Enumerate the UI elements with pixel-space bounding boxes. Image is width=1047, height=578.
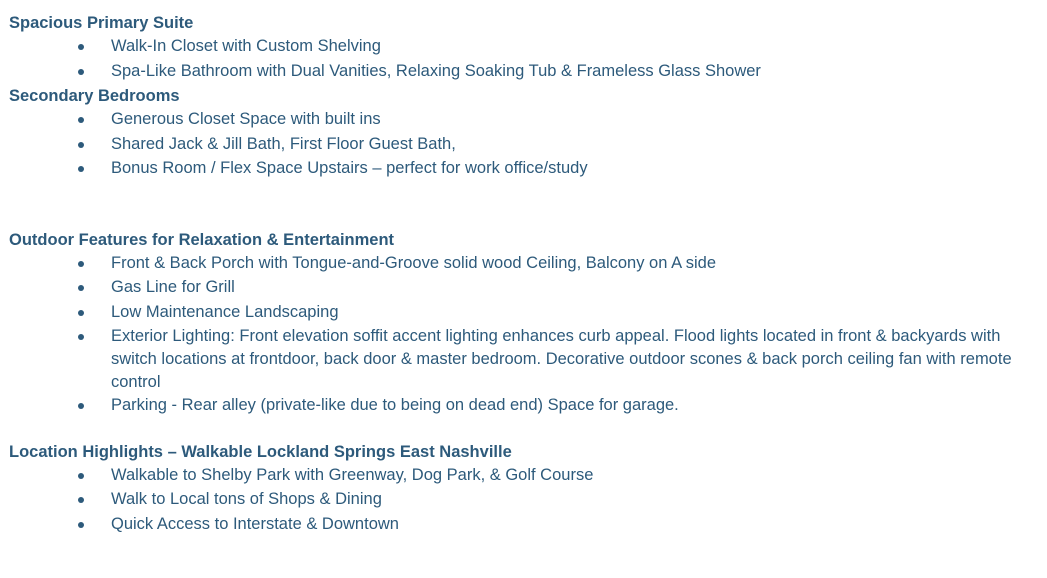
- list-item-text: Quick Access to Interstate & Downtown: [111, 514, 399, 533]
- bullet-icon: [78, 403, 84, 409]
- section-heading: Spacious Primary Suite: [9, 14, 194, 32]
- list-item: [9, 276, 1039, 301]
- section-heading: Outdoor Features for Relaxation & Entertainment: [9, 230, 395, 249]
- document-body: [9, 11, 1039, 537]
- bullet-icon: [78, 497, 84, 503]
- list-item-text: Exterior Lighting: Front elevation soffit accent lighting enhances curb appeal. Flood lights located in front & backyards with switch locations at frontdoor, back door & master bedroom. Decorative outdoor scones & back porch ceiling fan with remote control: [111, 327, 1012, 391]
- bullet-icon: [78, 473, 84, 479]
- list-item: [9, 513, 1039, 538]
- list-item: [9, 133, 1039, 158]
- bullet-icon: [78, 117, 84, 123]
- list-item: [9, 325, 1039, 394]
- list-item-text: Shared Jack & Jill Bath, First Floor Guest Bath,: [111, 134, 456, 153]
- list-item: [9, 252, 1039, 277]
- list-item: [9, 394, 1039, 419]
- list-item-text: Generous Closet Space with built ins: [111, 110, 381, 128]
- list-item-text: Low Maintenance Landscaping: [111, 302, 339, 321]
- section-heading: Secondary Bedrooms: [9, 87, 180, 105]
- list-item-text: Gas Line for Grill: [111, 278, 235, 296]
- list-item-text: Walkable to Shelby Park with Greenway, Dog Park, & Golf Course: [111, 465, 594, 484]
- list-item-text: Walk-In Closet with Custom Shelving: [111, 37, 381, 55]
- bullet-list: [9, 35, 1039, 84]
- spacer: [9, 182, 1039, 228]
- list-item: [9, 488, 1039, 513]
- list-item-text: Parking - Rear alley (private-like due to being on dead end) Space for garage.: [111, 396, 679, 414]
- spacer: [9, 419, 1039, 440]
- bullet-icon: [78, 310, 84, 316]
- list-item: [9, 464, 1039, 489]
- section-primary-suite: [9, 11, 1039, 84]
- bullet-list: [9, 464, 1039, 538]
- section-heading: Location Highlights – Walkable Lockland Springs East Nashville: [9, 442, 512, 461]
- section-location-highlights: [9, 440, 1039, 538]
- bullet-icon: [78, 285, 84, 291]
- bullet-icon: [78, 69, 84, 75]
- list-item: [9, 157, 1039, 182]
- list-item: [9, 108, 1039, 133]
- bullet-list: [9, 252, 1039, 419]
- bullet-icon: [78, 334, 84, 340]
- bullet-icon: [78, 142, 84, 148]
- list-item: [9, 60, 1039, 85]
- bullet-icon: [78, 166, 84, 172]
- bullet-icon: [78, 44, 84, 50]
- bullet-icon: [78, 522, 84, 528]
- list-item-text: Bonus Room / Flex Space Upstairs – perfect for work office/study: [111, 159, 588, 177]
- list-item: [9, 301, 1039, 326]
- section-outdoor-features: [9, 228, 1039, 419]
- bullet-list: [9, 108, 1039, 182]
- bullet-icon: [78, 261, 84, 267]
- list-item-text: Front & Back Porch with Tongue-and-Groove solid wood Ceiling, Balcony on A side: [111, 253, 717, 272]
- list-item: [9, 35, 1039, 60]
- section-secondary-bedrooms: [9, 84, 1039, 182]
- list-item-text: Walk to Local tons of Shops & Dining: [111, 490, 382, 508]
- list-item-text: Spa-Like Bathroom with Dual Vanities, Relaxing Soaking Tub & Frameless Glass Shower: [111, 61, 761, 80]
